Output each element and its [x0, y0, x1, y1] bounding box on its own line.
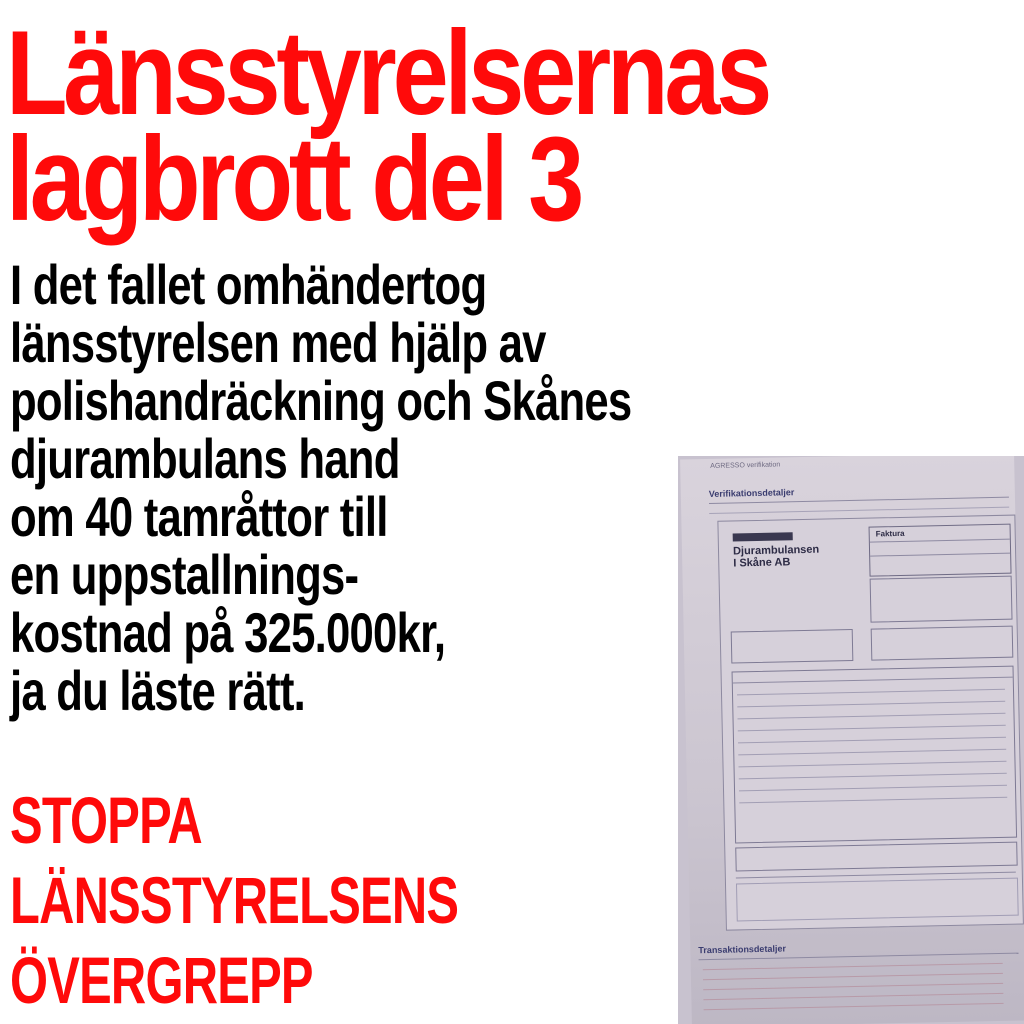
footer-info	[736, 878, 1019, 922]
body-line-5: om 40 tamråttor till	[10, 485, 388, 548]
invoice-document	[717, 515, 1024, 931]
divider	[870, 539, 1010, 543]
headline-line-1: Länsstyrelsernas	[6, 6, 769, 140]
company-name: Djurambulansen I Skåne AB	[732, 543, 820, 570]
totals-box	[735, 842, 1017, 872]
invoice-box	[869, 524, 1012, 577]
body-line-8: ja du läste rätt.	[10, 659, 306, 722]
notice-box	[731, 629, 854, 664]
invoice-photo	[678, 456, 1024, 1024]
line-items-table	[732, 666, 1018, 844]
company-logo	[733, 532, 793, 541]
callout-line-2: LÄNSSTYRELSENS	[10, 863, 459, 937]
headline	[6, 6, 769, 246]
invoice-sheet	[680, 456, 1024, 1024]
body-line-6: en uppstallnings-	[10, 543, 359, 606]
body-text	[10, 253, 632, 722]
table-rows	[733, 667, 1013, 673]
transactions-section	[698, 938, 1024, 1024]
body-line-3: polishandräckning och Skånes	[10, 369, 632, 432]
callout-line-3: ÖVERGREPP	[10, 943, 313, 1017]
body-line-1: I det fallet omhändertog	[10, 253, 487, 316]
verification-title: Verifikationsdetaljer	[708, 487, 795, 499]
transactions-title: Transaktionsdetaljer	[698, 943, 787, 956]
divider	[709, 507, 1009, 514]
address-box	[870, 576, 1013, 623]
table-header-divider	[733, 677, 1013, 684]
invoice-title: Faktura	[875, 528, 905, 539]
body-line-7: kostnad på 325.000kr,	[10, 601, 446, 664]
headline-line-2: lagbrott del 3	[6, 112, 581, 246]
divider	[870, 553, 1010, 557]
callout-line-1: STOPPA	[10, 783, 202, 857]
callout	[10, 780, 458, 1020]
agresso-header: AGRESSO verifikation	[710, 461, 781, 470]
body-line-2: länsstyrelsen med hjälp av	[10, 311, 546, 374]
body-line-4: djurambulans hand	[10, 427, 400, 490]
footer-divider	[736, 872, 1016, 879]
terms-box	[871, 626, 1014, 661]
